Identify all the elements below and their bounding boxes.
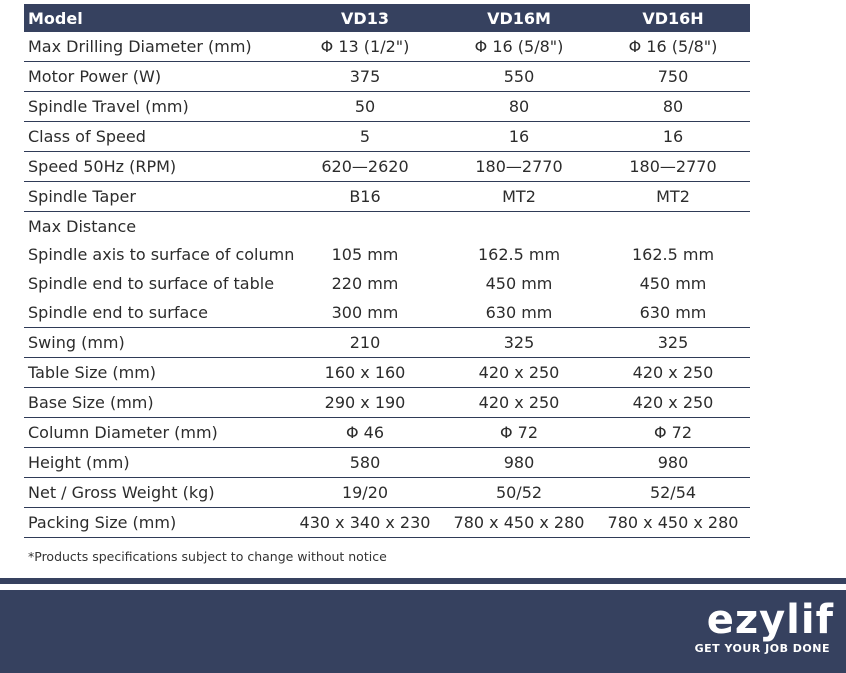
cell-vd16m: MT2 — [502, 187, 536, 206]
header-model: Model — [28, 8, 83, 28]
cell-vd16m: 325 — [503, 333, 535, 352]
cell-vd16m: 162.5 mm — [477, 245, 561, 264]
header-vd13: VD13 — [341, 8, 389, 28]
table-row — [24, 508, 750, 538]
logo-tagline: GET YOUR JOB DONE — [694, 642, 830, 655]
cell-vd16h: 162.5 mm — [631, 245, 715, 264]
row-label: Swing (mm) — [28, 333, 125, 352]
table-row — [24, 388, 750, 418]
table-row — [24, 269, 750, 298]
table-group-heading — [24, 212, 750, 240]
cell-vd16m: 630 mm — [485, 303, 553, 322]
row-label: Max Distance — [28, 216, 137, 236]
row-label: Spindle Taper — [28, 187, 136, 206]
row-label: Spindle end to surface — [28, 303, 208, 322]
table-row — [24, 448, 750, 478]
cell-vd16m: Φ 72 — [499, 423, 539, 442]
cell-vd16m: 16 — [508, 127, 530, 146]
cell-vd16m: 180—2770 — [475, 157, 563, 176]
cell-vd16h: 750 — [657, 67, 689, 86]
cell-vd13: 5 — [359, 127, 371, 146]
cell-vd16m: 80 — [508, 97, 530, 116]
table-row — [24, 358, 750, 388]
cell-vd13: 19/20 — [341, 483, 389, 502]
cell-vd16h: 980 — [657, 453, 689, 472]
table-row — [24, 418, 750, 448]
cell-vd13: 430 x 340 x 230 — [299, 513, 431, 532]
row-label: Base Size (mm) — [28, 393, 154, 412]
table-row — [24, 478, 750, 508]
cell-vd16h: Φ 16 (5/8") — [628, 37, 718, 56]
row-label: Column Diameter (mm) — [28, 423, 218, 442]
cell-vd16h: 80 — [662, 97, 684, 116]
header-vd16m: VD16M — [487, 8, 551, 28]
row-label: Table Size (mm) — [28, 363, 157, 382]
header-vd16h: VD16H — [642, 8, 704, 28]
spec-table — [24, 4, 750, 538]
cell-vd16h: 630 mm — [639, 303, 707, 322]
row-label: Net / Gross Weight (kg) — [28, 483, 215, 502]
cell-vd16h: 420 x 250 — [632, 363, 714, 382]
cell-vd16h: 450 mm — [639, 274, 707, 293]
spec-disclaimer: *Products specifications subject to change without notice — [28, 549, 387, 564]
table-row — [24, 32, 750, 62]
cell-vd16h: 16 — [662, 127, 684, 146]
table-header — [24, 4, 750, 32]
cell-vd13: 160 x 160 — [324, 363, 406, 382]
footer-band — [0, 590, 846, 673]
row-label: Height (mm) — [28, 453, 130, 472]
cell-vd13: 375 — [349, 67, 381, 86]
row-label: Class of Speed — [28, 127, 146, 146]
cell-vd16h: 180—2770 — [629, 157, 717, 176]
cell-vd16h: 325 — [657, 333, 689, 352]
cell-vd13: 300 mm — [331, 303, 399, 322]
row-label: Packing Size (mm) — [28, 513, 177, 532]
cell-vd13: 210 — [349, 333, 381, 352]
cell-vd16m: Φ 16 (5/8") — [474, 37, 564, 56]
logo-wordmark: ezylif — [706, 597, 834, 643]
table-row — [24, 182, 750, 212]
table-row — [24, 62, 750, 92]
cell-vd13: 580 — [349, 453, 381, 472]
cell-vd13: 50 — [354, 97, 376, 116]
cell-vd13: B16 — [349, 187, 381, 206]
cell-vd16m: 780 x 450 x 280 — [453, 513, 585, 532]
cell-vd16h: 420 x 250 — [632, 393, 714, 412]
table-row — [24, 328, 750, 358]
cell-vd16h: MT2 — [656, 187, 690, 206]
brand-logo — [664, 598, 834, 655]
cell-vd16h: 780 x 450 x 280 — [607, 513, 739, 532]
footer-divider — [0, 578, 846, 584]
table-row — [24, 152, 750, 182]
cell-vd13: Φ 46 — [345, 423, 385, 442]
cell-vd13: Φ 13 (1/2") — [320, 37, 410, 56]
row-label: Max Drilling Diameter (mm) — [28, 37, 252, 56]
cell-vd13: 105 mm — [331, 245, 399, 264]
table-row — [24, 92, 750, 122]
cell-vd16h: 52/54 — [649, 483, 697, 502]
row-label: Spindle Travel (mm) — [28, 97, 189, 116]
cell-vd16m: 420 x 250 — [478, 363, 560, 382]
cell-vd16m: 450 mm — [485, 274, 553, 293]
row-label: Spindle axis to surface of column — [28, 245, 295, 264]
cell-vd13: 290 x 190 — [324, 393, 406, 412]
cell-vd16m: 550 — [503, 67, 535, 86]
cell-vd13: 220 mm — [331, 274, 399, 293]
cell-vd16m: 50/52 — [495, 483, 543, 502]
table-row — [24, 240, 750, 269]
row-label: Spindle end to surface of table — [28, 274, 275, 293]
cell-vd16h: Φ 72 — [653, 423, 693, 442]
cell-vd13: 620—2620 — [321, 157, 409, 176]
table-row — [24, 122, 750, 152]
row-label: Motor Power (W) — [28, 67, 162, 86]
table-row — [24, 298, 750, 328]
row-label: Speed 50Hz (RPM) — [28, 157, 177, 176]
cell-vd16m: 980 — [503, 453, 535, 472]
cell-vd16m: 420 x 250 — [478, 393, 560, 412]
